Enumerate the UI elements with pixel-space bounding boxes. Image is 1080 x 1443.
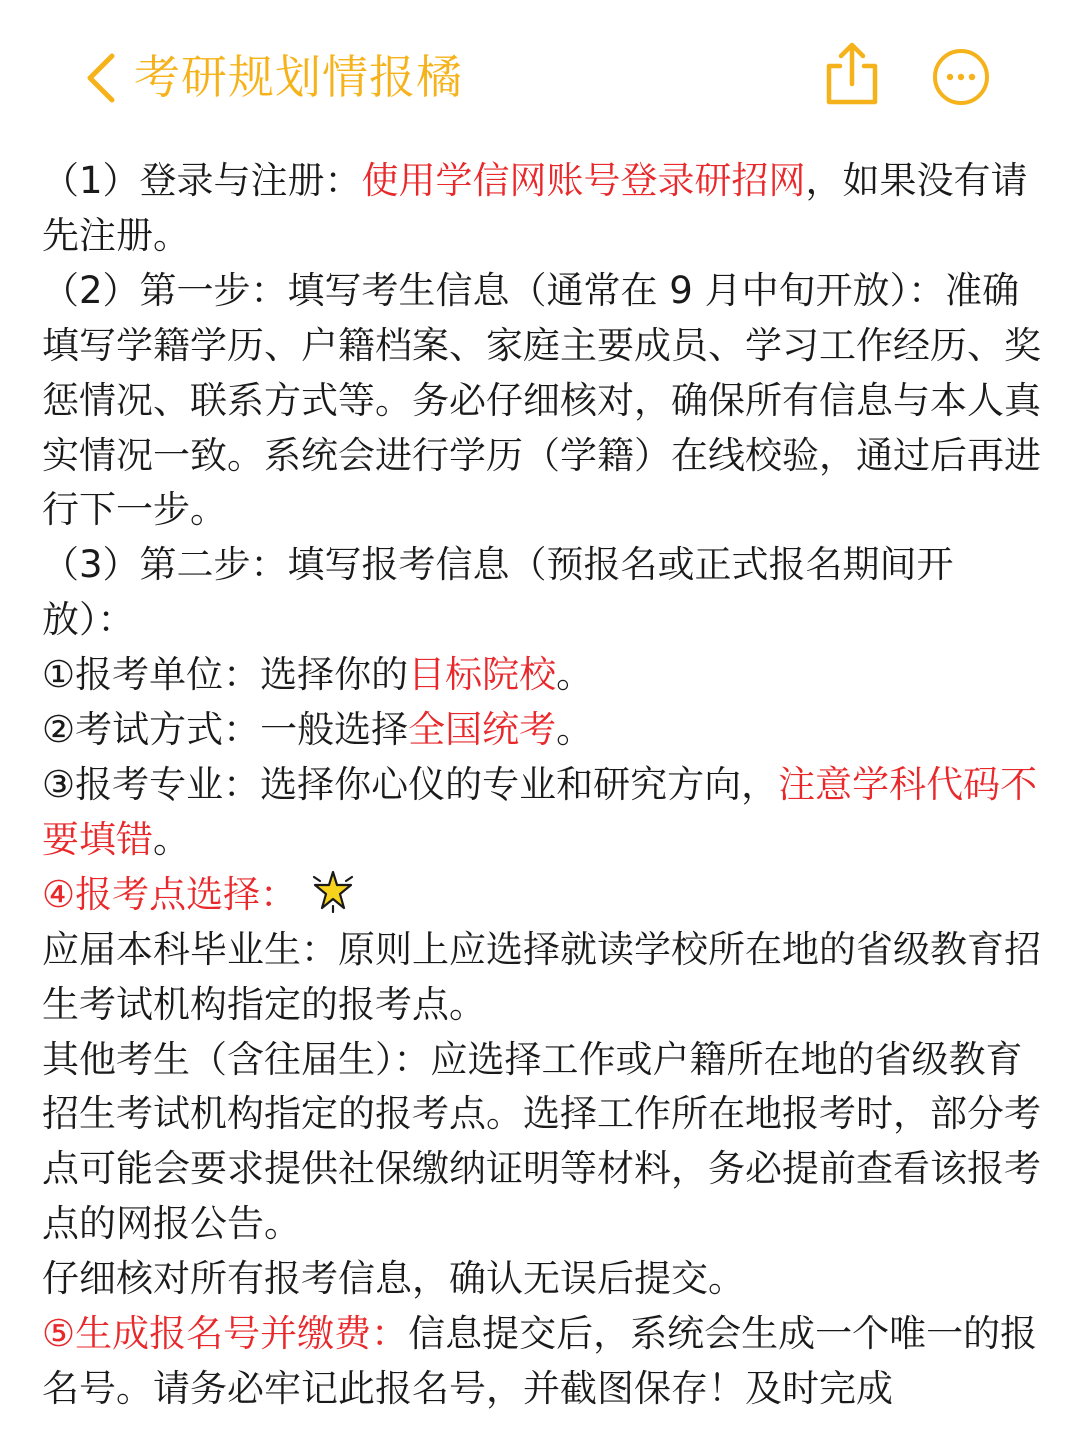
chevron-left-icon <box>80 50 126 106</box>
paragraph-other-candidates: 其他考生（含往届生）：应选择工作或户籍所在地的省级教育招生考试机构指定的报考点。选择工作所在地报考时，部分考点可能会要求提供社保缴纳证明等材料，务必提前查看该报考点的网报公告。 <box>42 1037 1041 1246</box>
paragraph-unit: ①报考单位：选择你的目标院校。 <box>42 653 594 697</box>
paragraph-step1: （2）第一步：填写考生信息（通常在 9 月中旬开放）：准确填写学籍学历、户籍档案、家庭主要成员、学习工作经历、奖惩情况、联系方式等。务必仔细核对，确保所有信息与本人真实情况一致。系统会进行学历（学籍）在线校验，通过后再进行下一步。 <box>42 268 1041 532</box>
paragraph-payment: ⑤生成报名号并缴费：信息提交后，系统会生成一个唯一的报名号。请务必牢记此报名号，并截图保存！及时完成 <box>42 1312 1038 1410</box>
share-icon <box>824 40 880 108</box>
paragraph-submit: 仔细核对所有报考信息，确认无误后提交。 <box>42 1257 745 1301</box>
paragraph-login: （1）登录与注册：使用学信网账号登录研招网，如果没有请先注册。 <box>42 159 1028 257</box>
article-body <box>42 154 1046 1417</box>
paragraph-fresh-graduates: 应届本科毕业生：原则上应选择就读学校所在地的省级教育招生考试机构指定的报考点。 <box>42 927 1041 1026</box>
highlight-text: 全国统考 <box>408 708 557 752</box>
more-button[interactable] <box>930 46 992 108</box>
back-button[interactable] <box>80 50 126 106</box>
paragraph-major: ③报考专业：选择你心仪的专业和研究方向，注意学科代码不要填错。 <box>42 762 1038 861</box>
page-title: 考研规划情报橘 <box>134 50 463 104</box>
sparkle-star-icon <box>311 869 355 913</box>
highlight-text: 目标院校 <box>408 653 557 697</box>
more-icon <box>930 46 992 108</box>
paragraph-step2: （3）第二步：填写报考信息（预报名或正式报名期间开放）： <box>42 543 954 642</box>
share-button[interactable] <box>824 40 880 108</box>
paragraph-exam-site-heading: ④报考点选择： <box>42 868 1046 923</box>
highlight-text: 使用学信网账号登录研招网 <box>361 159 806 202</box>
highlight-text: 注意学科代码不要填错 <box>42 762 1038 861</box>
paragraph-exam-mode: ②考试方式：一般选择全国统考。 <box>42 708 594 752</box>
app-header <box>0 0 1080 150</box>
